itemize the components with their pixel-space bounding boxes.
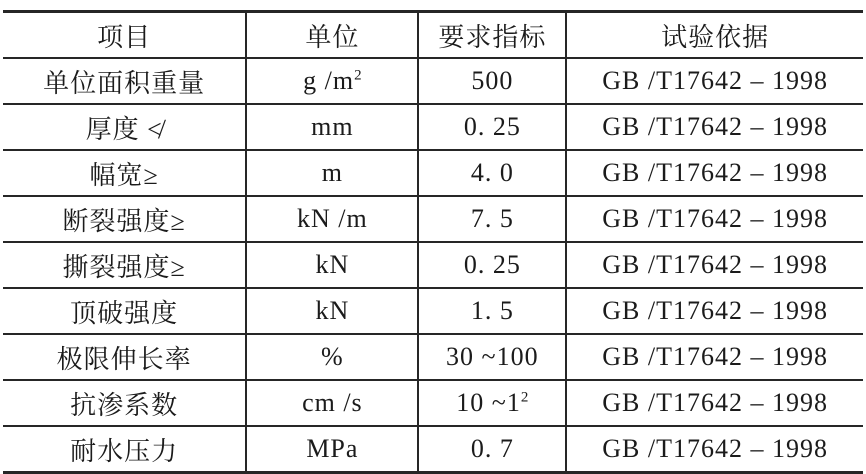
item-cell: 断裂强度≥	[3, 196, 246, 242]
col-header-value: 要求指标	[418, 12, 566, 59]
value-cell	[418, 334, 566, 380]
value-cell	[418, 426, 566, 473]
basis-cell: GB /T17642 – 1998	[566, 242, 863, 288]
table-row	[3, 242, 863, 288]
basis-cell: GB /T17642 – 1998	[566, 150, 863, 196]
unit-text: mm	[311, 112, 354, 141]
value-text: 500	[471, 66, 514, 95]
unit-cell	[246, 242, 418, 288]
value-cell	[418, 288, 566, 334]
item-cell: 极限伸长率	[3, 334, 246, 380]
unit-text: g /m	[303, 66, 355, 95]
value-text: 0. 25	[463, 112, 521, 141]
value-text: 0. 25	[463, 250, 521, 279]
item-cell: 抗渗系数	[3, 380, 246, 426]
unit-text: cm /s	[302, 388, 363, 417]
item-cell: 单位面积重量	[3, 58, 246, 104]
value-cell	[418, 196, 566, 242]
value-cell	[418, 380, 566, 426]
value-cell	[418, 58, 566, 104]
table-row	[3, 104, 863, 150]
basis-cell: GB /T17642 – 1998	[566, 196, 863, 242]
table-row	[3, 380, 863, 426]
unit-text: m	[321, 158, 343, 187]
unit-cell	[246, 288, 418, 334]
basis-cell: GB /T17642 – 1998	[566, 58, 863, 104]
value-cell	[418, 150, 566, 196]
spec-table	[3, 10, 863, 474]
value-superscript: 2	[520, 389, 529, 406]
unit-cell	[246, 150, 418, 196]
table-row	[3, 334, 863, 380]
item-cell: 撕裂强度≥	[3, 242, 246, 288]
col-header-basis: 试验依据	[566, 12, 863, 59]
value-text: 0. 7	[470, 434, 514, 463]
unit-cell	[246, 58, 418, 104]
item-cell: 耐水压力	[3, 426, 246, 473]
basis-cell: GB /T17642 – 1998	[566, 380, 863, 426]
value-text: 30 ~100	[446, 342, 539, 371]
item-cell: 顶破强度	[3, 288, 246, 334]
unit-cell	[246, 380, 418, 426]
unit-text: kN /m	[297, 204, 368, 233]
unit-cell	[246, 104, 418, 150]
item-cell: 厚度 ≮	[3, 104, 246, 150]
header-row	[3, 12, 863, 59]
table-row	[3, 196, 863, 242]
unit-text: %	[321, 342, 344, 371]
unit-text: MPa	[306, 434, 359, 463]
value-cell	[418, 104, 566, 150]
basis-cell: GB /T17642 – 1998	[566, 104, 863, 150]
basis-cell: GB /T17642 – 1998	[602, 434, 828, 463]
table-row	[3, 426, 863, 473]
value-text: 1. 5	[470, 296, 514, 325]
col-header-unit: 单位	[246, 12, 418, 59]
value-text: 7. 5	[470, 204, 514, 233]
unit-superscript: 2	[354, 67, 362, 84]
value-text: 4. 0	[470, 158, 514, 187]
table-row	[3, 58, 863, 104]
unit-cell	[246, 426, 418, 473]
unit-text: kN	[315, 296, 350, 325]
col-header-item: 项目	[3, 12, 246, 59]
table-row	[3, 150, 863, 196]
table-row	[3, 288, 863, 334]
unit-text: kN	[315, 250, 350, 279]
basis-cell: GB /T17642 – 1998	[566, 334, 863, 380]
value-cell	[418, 242, 566, 288]
basis-cell: GB /T17642 – 1998	[566, 288, 863, 334]
value-text: 10 ~1	[456, 388, 521, 417]
item-cell: 幅宽≥	[3, 150, 246, 196]
unit-cell	[246, 196, 418, 242]
unit-cell	[246, 334, 418, 380]
